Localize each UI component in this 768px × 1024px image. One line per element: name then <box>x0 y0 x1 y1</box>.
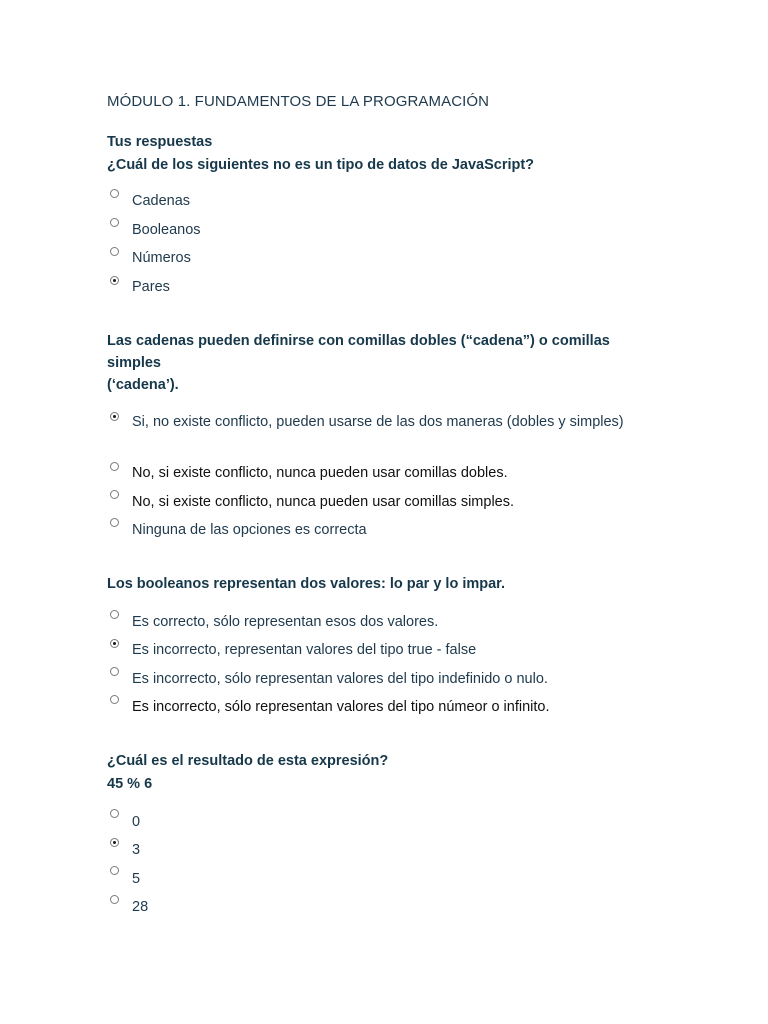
question-2-option-2 <box>107 462 647 484</box>
option-label: 3 <box>132 842 141 858</box>
option-label: Números <box>132 250 191 266</box>
question-4-option-1 <box>107 811 647 833</box>
option-label: 5 <box>132 871 141 887</box>
module-title: MÓDULO 1. FUNDAMENTOS DE LA PROGRAMACIÓN <box>107 93 490 110</box>
question-3-option-2 <box>107 639 647 661</box>
question-3-option-4 <box>107 696 647 718</box>
option-label: Si, no existe conflicto, pueden usarse de las dos maneras (dobles y simples) <box>132 414 624 430</box>
option-label: Es correcto, sólo representan esos dos valores. <box>132 614 439 630</box>
option-label: Booleanos <box>132 222 201 238</box>
option-label: No, si existe conflicto, nunca pueden usar comillas simples. <box>132 494 515 510</box>
option-label: Ninguna de las opciones es correcta <box>132 522 367 538</box>
question-4-option-4 <box>107 896 647 918</box>
question-1-option-4 <box>107 276 647 298</box>
option-label: 28 <box>132 899 149 915</box>
section-label: Tus respuestas <box>107 134 213 150</box>
question-2-text-line-2: simples <box>107 355 161 371</box>
option-label: 0 <box>132 814 141 830</box>
question-2-text-line-1: Las cadenas pueden definirse con comillas dobles (“cadena”) o comillas <box>107 333 610 349</box>
question-3-text: Los booleanos representan dos valores: lo par y lo impar. <box>107 576 506 592</box>
question-3-option-1 <box>107 611 647 633</box>
option-label: No, si existe conflicto, nunca pueden usar comillas dobles. <box>132 465 508 481</box>
question-2-text <box>107 330 647 396</box>
question-1-option-2 <box>107 219 647 241</box>
question-2-option-1 <box>107 411 647 433</box>
question-1-option-3 <box>107 247 647 269</box>
option-label: Cadenas <box>132 193 191 209</box>
question-2-text-line-3: (‘cadena’). <box>107 377 179 393</box>
question-4-expression: 45 % 6 <box>107 776 153 792</box>
question-1-text: ¿Cuál de los siguientes no es un tipo de datos de JavaScript? <box>107 157 535 173</box>
question-4-text: ¿Cuál es el resultado de esta expresión? <box>107 753 389 769</box>
question-3-option-3 <box>107 668 647 690</box>
question-4-option-3 <box>107 868 647 890</box>
question-1-option-1 <box>107 190 647 212</box>
option-label: Es incorrecto, sólo representan valores del tipo númeor o infinito. <box>132 699 550 715</box>
option-label: Es incorrecto, representan valores del tipo true - false <box>132 642 477 658</box>
question-2-option-4 <box>107 519 647 541</box>
option-label: Pares <box>132 279 170 295</box>
option-label: Es incorrecto, sólo representan valores del tipo indefinido o nulo. <box>132 671 548 687</box>
question-2-option-3 <box>107 491 647 513</box>
question-4-option-2 <box>107 839 647 861</box>
